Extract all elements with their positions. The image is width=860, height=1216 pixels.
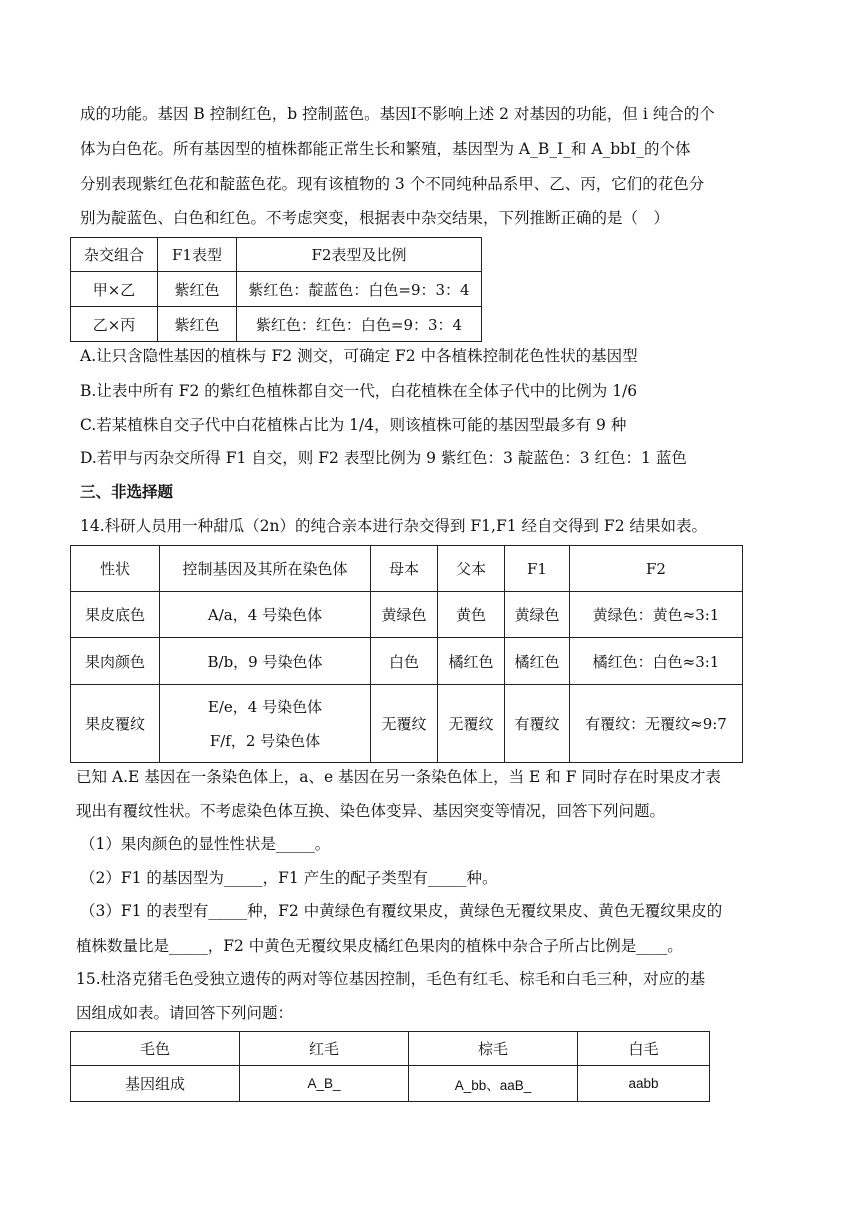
intro-line-4: 别为靛蓝色、白色和红色。不考虑突变，根据表中杂交结果，下列推断正确的是（ ） xyxy=(80,209,670,227)
table2-cell: 无覆纹 xyxy=(371,685,438,763)
table2-header: F2 xyxy=(570,546,743,592)
table2-header: 控制基因及其所在染色体 xyxy=(160,546,371,592)
table2-cell: 果皮覆纹 xyxy=(71,685,160,763)
table2-cell: 有覆纹 xyxy=(505,685,570,763)
table2-cell: 果肉颜色 xyxy=(71,638,160,685)
q14-intro: 14.科研人员用一种甜瓜（2n）的纯合亲本进行杂交得到 F1,F1 经自交得到 F2 结果如表。 xyxy=(80,517,707,535)
table1-header-f2: F2表型及比例 xyxy=(237,238,482,272)
table2-cell: 橘红色 xyxy=(505,638,570,685)
table3-cell: A_B_ xyxy=(240,1066,409,1102)
table1-cell: 紫红色 xyxy=(158,307,237,342)
table2-header: 性状 xyxy=(71,546,160,592)
table2-cell: 果皮底色 xyxy=(71,592,160,638)
table2-cell: 黄绿色 xyxy=(371,592,438,638)
table2-cell: A/a，4 号染色体 xyxy=(160,592,371,638)
table2-cell: 橘红色 xyxy=(438,638,505,685)
table2-header: 父本 xyxy=(438,546,505,592)
melon-trait-table xyxy=(70,545,743,763)
option-a: A.让只含隐性基因的植株与 F2 测交，可确定 F2 中各植株控制花色性状的基因型 xyxy=(80,347,638,365)
option-d: D.若甲与丙杂交所得 F1 自交，则 F2 表型比例为 9 紫红色：3 靛蓝色：3 红色：1 蓝色 xyxy=(80,449,687,467)
table2-gene-e: E/e，4 号染色体 xyxy=(207,697,323,716)
table2-cell: 黄色 xyxy=(438,592,505,638)
table1-cell: 紫红色 xyxy=(158,272,237,307)
table2-cell: 橘红色：白色≈3:1 xyxy=(570,638,743,685)
q14-text-2: 现出有覆纹性状。不考虑染色体互换、染色体变异、基因突变等情况，回答下列问题。 xyxy=(76,802,666,820)
table3-header: 棕毛 xyxy=(409,1032,578,1066)
section-title: 三、非选择题 xyxy=(80,483,174,501)
option-b: B.让表中所有 F2 的紫红色植株都自交一代，白花植株在全体子代中的比例为 1/6 xyxy=(80,382,638,400)
table2-cell: 白色 xyxy=(371,638,438,685)
table1-cell: 乙×丙 xyxy=(71,307,158,342)
table2-cell: B/b，9 号染色体 xyxy=(160,638,371,685)
intro-line-1: 成的功能。基因 B 控制红色，b 控制蓝色。基因Ⅰ不影响上述 2 对基因的功能，但 i 纯合的个 xyxy=(80,105,715,123)
table2-gene-f: F/f，2 号染色体 xyxy=(209,731,321,750)
table1-header-f1: F1表型 xyxy=(158,238,237,272)
table3-cell: 基因组成 xyxy=(71,1066,240,1102)
option-c: C.若某植株自交子代中白花植株占比为 1/4，则该植株可能的基因型最多有 9 种 xyxy=(80,416,627,434)
table2-cell: 有覆纹：无覆纹≈9:7 xyxy=(570,685,743,763)
table2-header: 母本 xyxy=(371,546,438,592)
q15-text-1: 15.杜洛克猪毛色受独立遗传的两对等位基因控制，毛色有红毛、棕毛和白毛三种，对应的基 xyxy=(76,970,706,988)
q14-text-1: 已知 A.E 基因在一条染色体上，a、e 基因在另一条染色体上，当 E 和 F 同时存在时果皮才表 xyxy=(76,768,721,786)
cross-result-table xyxy=(70,237,482,342)
table3-cell: aabb xyxy=(578,1066,710,1102)
table3-header: 毛色 xyxy=(71,1032,240,1066)
table1-cell: 紫红色：红色：白色=9：3：4 xyxy=(237,307,482,342)
table2-gene-cell xyxy=(160,685,371,763)
intro-line-3: 分别表现紫红色花和靛蓝色花。现有该植物的 3 个不同纯种品系甲、乙、丙，它们的花色分 xyxy=(80,175,705,193)
q14-question-3-cont: 植株数量比是_____，F2 中黄色无覆纹果皮橘红色果肉的植株中杂合子所占比例是____。 xyxy=(76,937,683,955)
table2-cell: 黄绿色：黄色≈3:1 xyxy=(570,592,743,638)
intro-line-2: 体为白色花。所有基因型的植株都能正常生长和繁殖，基因型为 A_B_Ⅰ_和 A_bbⅠ_的个体 xyxy=(80,140,691,158)
table2-header: F1 xyxy=(505,546,570,592)
table2-cell: 无覆纹 xyxy=(438,685,505,763)
table2-cell: 黄绿色 xyxy=(505,592,570,638)
coat-color-table xyxy=(70,1031,710,1102)
table1-cell: 甲×乙 xyxy=(71,272,158,307)
table3-cell: A_bb、aaB_ xyxy=(409,1066,578,1102)
q15-text-2: 因组成如表。请回答下列问题： xyxy=(76,1004,294,1022)
table3-header: 白毛 xyxy=(578,1032,710,1066)
table1-header-cross: 杂交组合 xyxy=(71,238,158,272)
table1-cell: 紫红色：靛蓝色：白色=9：3：4 xyxy=(237,272,482,307)
q14-question-1: （1）果肉颜色的显性性状是_____。 xyxy=(80,835,331,853)
q14-question-2: （2）F1 的基因型为_____，F1 产生的配子类型有_____种。 xyxy=(80,869,498,887)
q14-question-3: （3）F1 的表型有_____种，F2 中黄绿色有覆纹果皮，黄绿色无覆纹果皮、黄色无覆纹果皮的 xyxy=(80,902,723,920)
table3-header: 红毛 xyxy=(240,1032,409,1066)
